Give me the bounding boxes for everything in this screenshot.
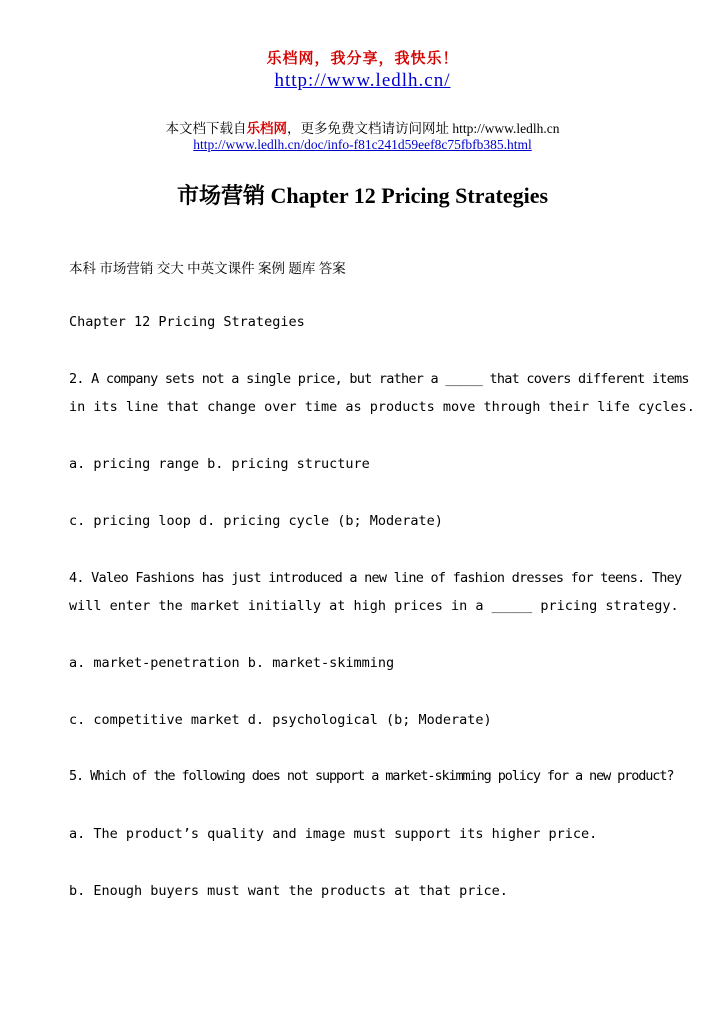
doc-line-q2-options-cd: c. pricing loop d. pricing cycle (b; Moderate) [69,513,443,529]
doc-line-q5-option-b: b. Enough buyers must want the products at that price. [69,883,508,899]
doc-line-tags: 本科 市场营销 交大 中英文课件 案例 题库 答案 [69,261,346,276]
doc-line-q4-stem: 4. Valeo Fashions has just introduced a new line of fashion dresses for teens. They [69,570,682,586]
notice-prefix: 本文档下载自 [165,121,247,136]
doc-line-q4-options-ab: a. market-penetration b. market-skimming [69,655,395,671]
notice-suffix: ，更多免费文档请访问网址 http://www.ledlh.cn [287,121,560,136]
site-slogan: 乐档网，我分享，我快乐！ [266,51,459,67]
document-link[interactable]: http://www.ledlh.cn/doc/info-f81c241d59eef8c75fbfb385.html [193,137,532,152]
doc-line-q4-options-cd: c. competitive market d. psychological (b; Moderate) [69,712,492,728]
site-link[interactable]: http://www.ledlh.cn/ [274,70,451,91]
doc-line-q2-stem: 2. A company sets not a single price, but rather a _____ that covers different items [69,371,689,387]
doc-line-chapter: Chapter 12 Pricing Strategies [69,314,305,330]
notice-brand: 乐档网 [246,121,287,136]
doc-line-q2-options-ab: a. pricing range b. pricing structure [69,456,370,472]
doc-line-q5-stem: 5. Which of the following does not support a market-skimming policy for a new product? [69,768,674,784]
doc-line-q2-stem-cont: in its line that change over time as products move through their life cycles. [69,399,695,415]
document-title: 市场营销 Chapter 12 Pricing Strategies [176,183,549,208]
download-notice [0,117,725,137]
doc-line-q4-stem-cont: will enter the market initially at high prices in a _____ pricing strategy. [69,598,679,614]
doc-line-q5-option-a: a. The product’s quality and image must support its higher price. [69,826,598,842]
